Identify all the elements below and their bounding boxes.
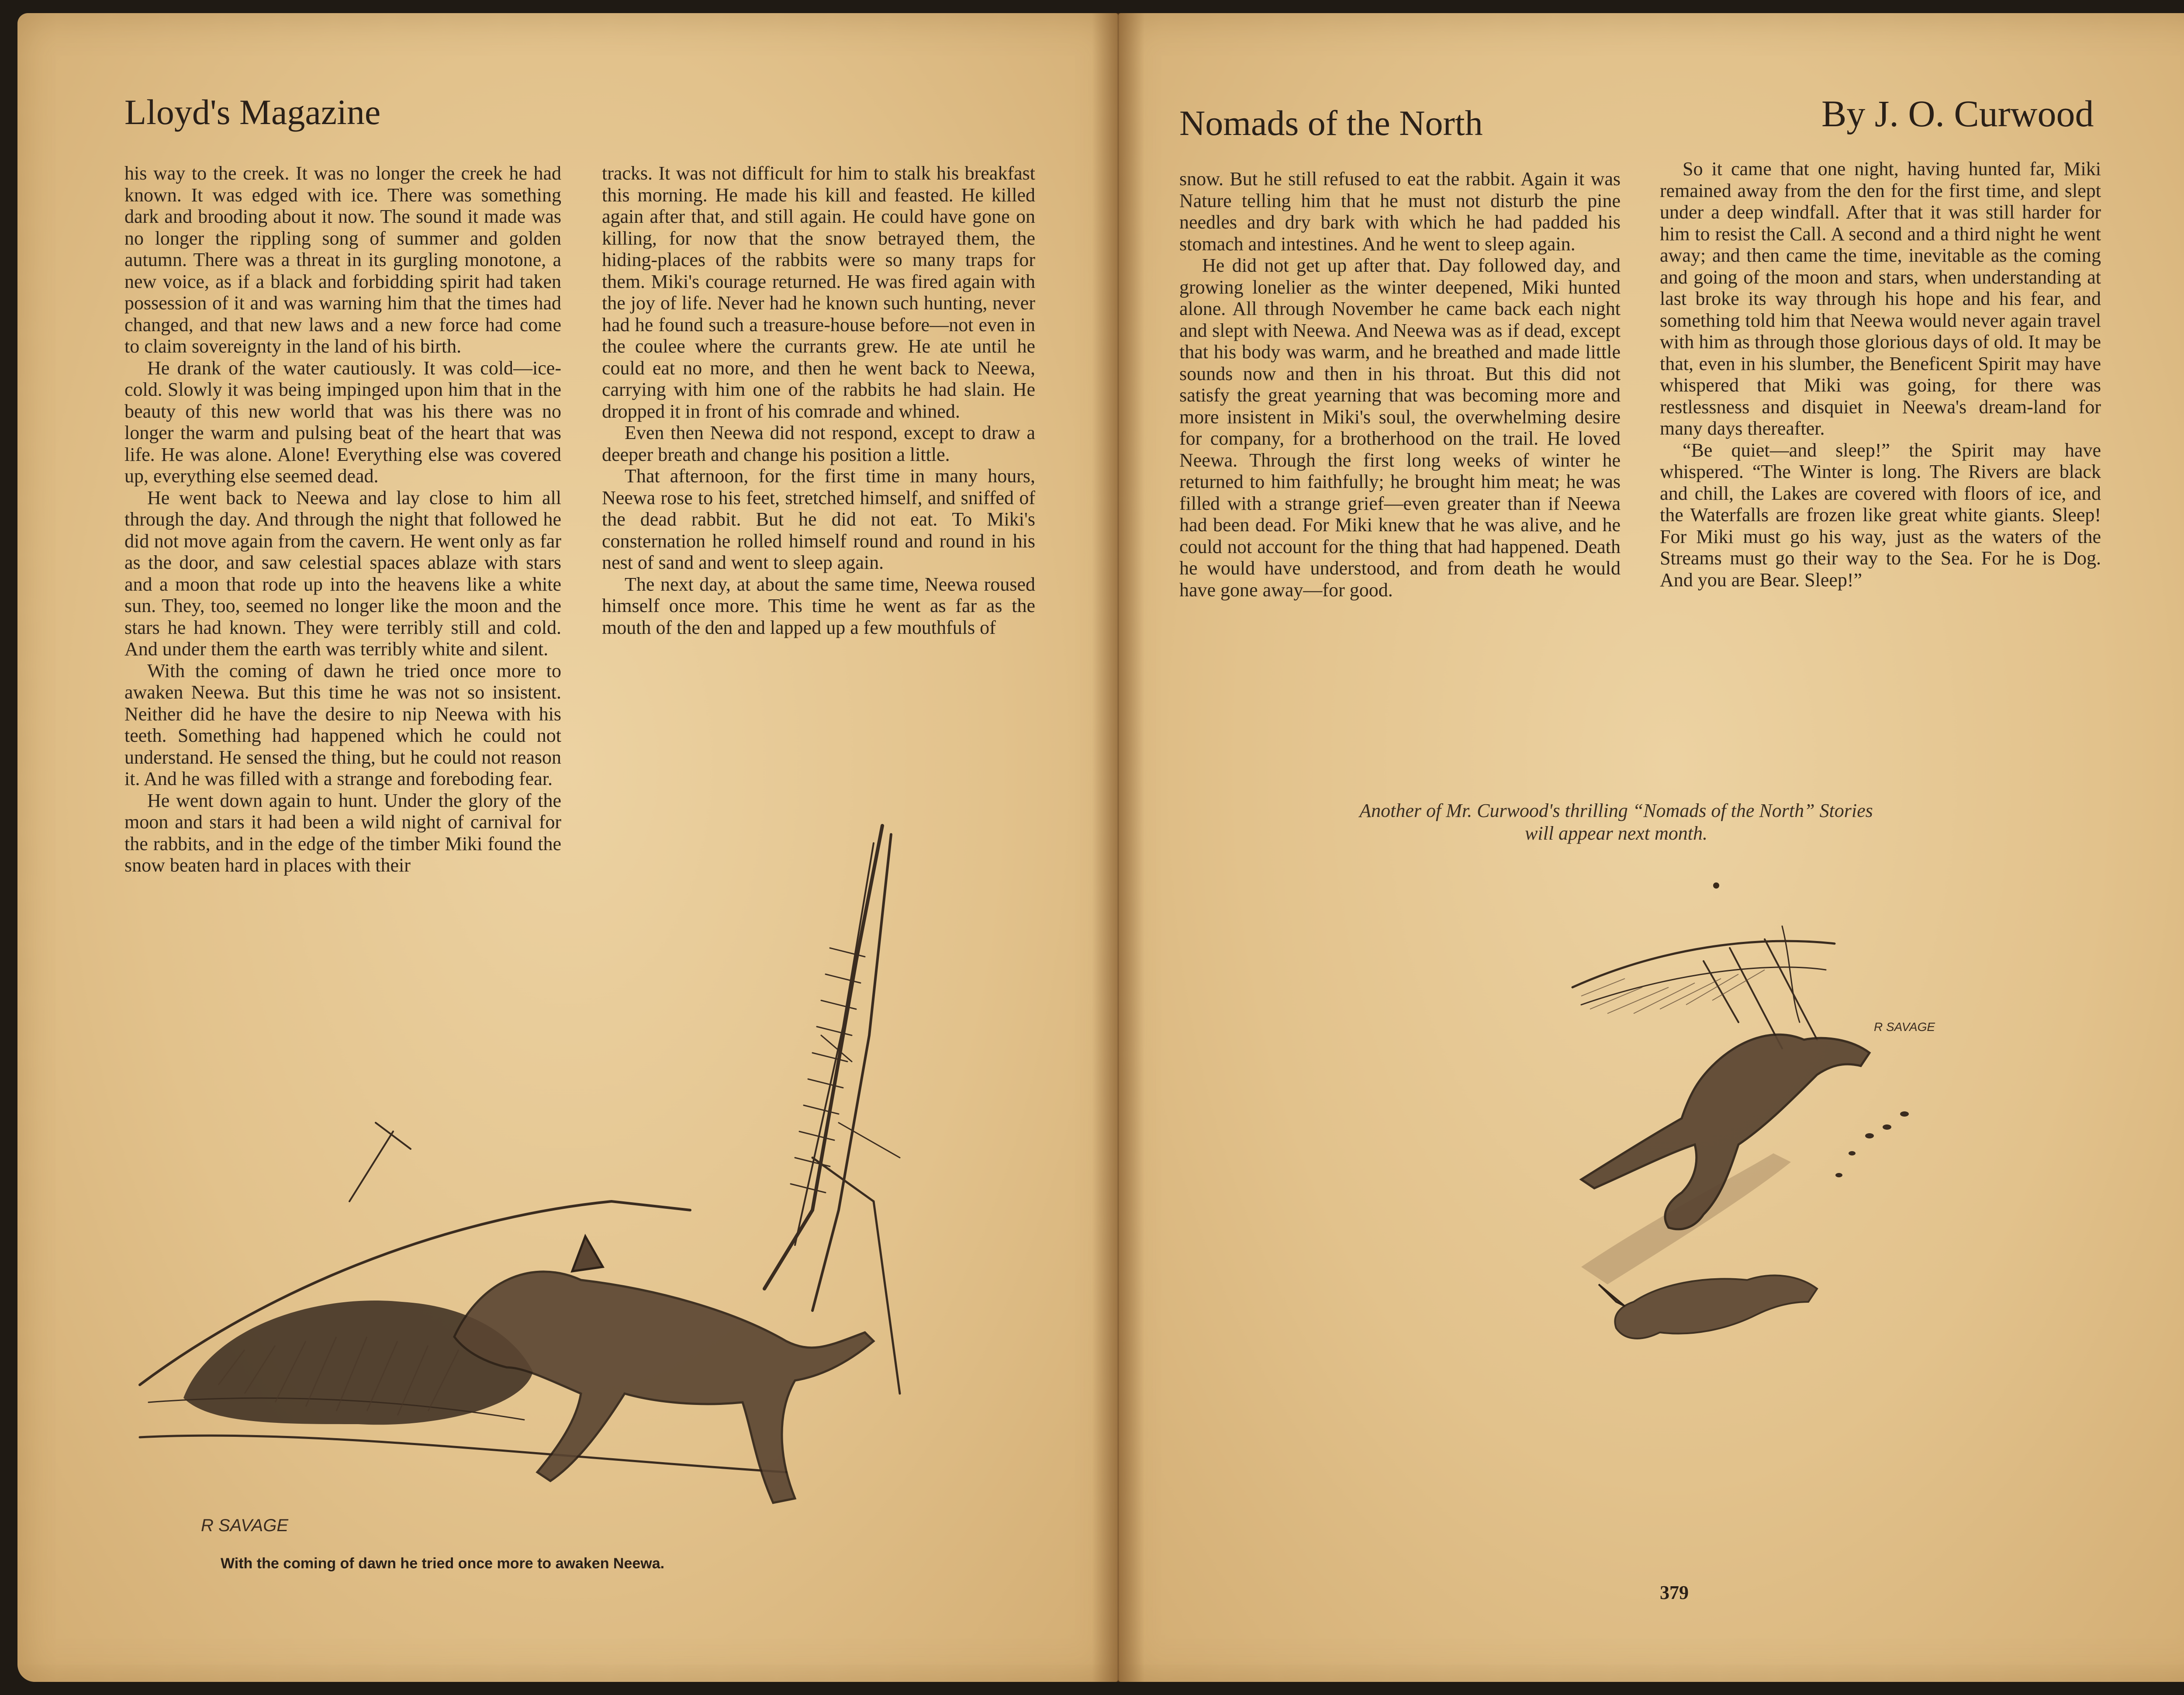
- page-number: 379: [1660, 1582, 1689, 1603]
- paragraph: snow. But he still refused to eat the rabbit. Again it was Nature telling him that he must not disturb the pine needles and dry bark with which he had padded his stomach and intestines. And he went to sleep again.: [1179, 168, 1621, 255]
- rabbit-figure: [1599, 1276, 1817, 1339]
- artist-signature: R SAVAGE: [201, 1516, 289, 1535]
- running-head-author: By J. O. Curwood: [1821, 93, 2094, 135]
- paragraph: The next day, at about the same time, Neewa roused himself once more. This time he went as far as the mouth of the den and lapped up a few mouthfuls of: [602, 573, 1035, 638]
- paragraph: He drank of the water cautiously. It was cold—ice-cold. Slowly it was being impinged upon him that in the beauty of this new world that was his there was no longer the warm and pulsing beat of the heart that was life. He was alone. Alone! Everything else was covered up, everything else seemed dead.: [124, 357, 561, 487]
- running-head-magazine: Lloyd's Magazine: [124, 92, 381, 132]
- book-gutter: [1092, 13, 1144, 1682]
- paragraph: tracks. It was not difficult for him to stalk his breakfast this morning. He made his kill and feasted. He killed again after that, and still again. He could have gone on killing, for now that the snow betrayed them, the hiding-places of the rabbits were so many traps for them. Miki's courage returned. He was fired again with the joy of life. Never had he known such hunting, never had he found such a treasure-house before—not even in the coulee where the currants grew. He ate until he could eat no more, and then he went back to Neewa, carrying with him one of the rabbits he had slain. He dropped it in front of his comrade and whined.: [602, 163, 1035, 422]
- paragraph: He went down again to hunt. Under the glory of the moon and stars it had been a wild night of carnival for the rabbits, and in the edge of the timber Miki found the snow beaten hard in places with their: [124, 789, 561, 876]
- next-month-note: [1223, 799, 2009, 845]
- dog-and-bear-illustration: [131, 817, 1048, 1560]
- paragraph: He did not get up after that. Day followed day, and growing lonelier as the winter deepened, Miki hunted alone. All through November he came back each night and slept with Neewa. And Neewa was as if dead, except that his body was warm, and he breathed and made little sounds now and then in his throat. But this did not satisfy the great yearning that was becoming more and more insistent in Miki's soul, the overwhelming desire for company, for a brotherhood on the trail. He loved Neewa. Through the first long weeks of winter he returned to him faithfully; he brought him meat; he was filled with a strange grief—even greater than if Neewa had been dead. For Miki knew that he was alive, and he could not account for the thing that had happened. Death he would have understood, and from death he would have gone away—for good.: [1179, 255, 1621, 601]
- ink-spot: [1713, 882, 1719, 889]
- paragraph: He went back to Neewa and lay close to him all through the day. And through the night that followed he did not move again from the cavern. He went only as far as the door, and saw celestial spaces ablaze with stars and a moon that rode up into the heavens like a white sun. They, too, seemed no longer like the moon and the stars he had known. They were terribly still and cold. And under them the earth was terribly white and silent.: [124, 487, 561, 660]
- paragraph: With the coming of dawn he tried once more to awaken Neewa. But this time he was not so insistent. Neither did he have the desire to nip Neewa with his teeth. Something had happened which he could not understand. He sensed the thing, but he could not reason it. And he was filled with a strange and foreboding fear.: [124, 660, 561, 789]
- paragraph: Even then Neewa did not respond, except to draw a deeper breath and change his position a little.: [602, 422, 1035, 465]
- artist-signature: R SAVAGE: [1874, 1020, 1935, 1034]
- right-column-2: [1660, 158, 2101, 778]
- paragraph: That afternoon, for the first time in many hours, Neewa rose to his feet, stretched himself, and sniffed of the dead rabbit. But he did not eat. To Miki's consternation he rolled himself round and round in his nest of sand and went to sleep again.: [602, 465, 1035, 573]
- running-head-title: Nomads of the North: [1179, 103, 1483, 143]
- dog-chasing-rabbit-illustration: [1398, 909, 2053, 1433]
- illustration-caption: With the coming of dawn he tried once more to awaken Neewa.: [221, 1555, 665, 1572]
- paragraph: his way to the creek. It was no longer the creek he had known. It was edged with ice. There was something dark and brooding about it now. The sound it made was no longer the rippling song of summer and golden autumn. There was a threat in its gurgling monotone, a new voice, as if a black and forbidding spirit had taken possession of it and was warning him that the times had changed, and that new laws and a new force had come to claim sovereignty in the land of his birth.: [124, 163, 561, 357]
- next-month-note-line-1: Another of Mr. Curwood's thrilling “Nomads of the North” Stories: [1359, 800, 1873, 821]
- paragraph: So it came that one night, having hunted far, Miki remained away from the den for the first time, and slept under a deep windfall. After that it was still harder for him to resist the Call. A second and a third night he went away; and then came the time, inevitable as the coming and going of the moon and stars, when understanding at last broke its way through his hope and his fear, and something told him that Neewa would never again travel with him as through those glorious days of old. It may be that, even in his slumber, the Beneficent Spirit may have whispered that Miki was going, for there was restlessness and disquiet in Neewa's dream-land for many days thereafter.: [1660, 158, 2101, 439]
- paragraph: “Be quiet—and sleep!” the Spirit may have whispered. “The Winter is long. The Rivers are black and chill, the Lakes are covered with floors of ice, and the Waterfalls are frozen like great white giants. Sleep! For Miki must go his way, just as the waters of the Streams must go their way to the Sea. For he is Dog. And you are Bear. Sleep!”: [1660, 439, 2101, 591]
- left-column-2: [602, 163, 1035, 818]
- right-column-1: [1179, 168, 1621, 784]
- next-month-note-line-2: will appear next month.: [1525, 823, 1707, 844]
